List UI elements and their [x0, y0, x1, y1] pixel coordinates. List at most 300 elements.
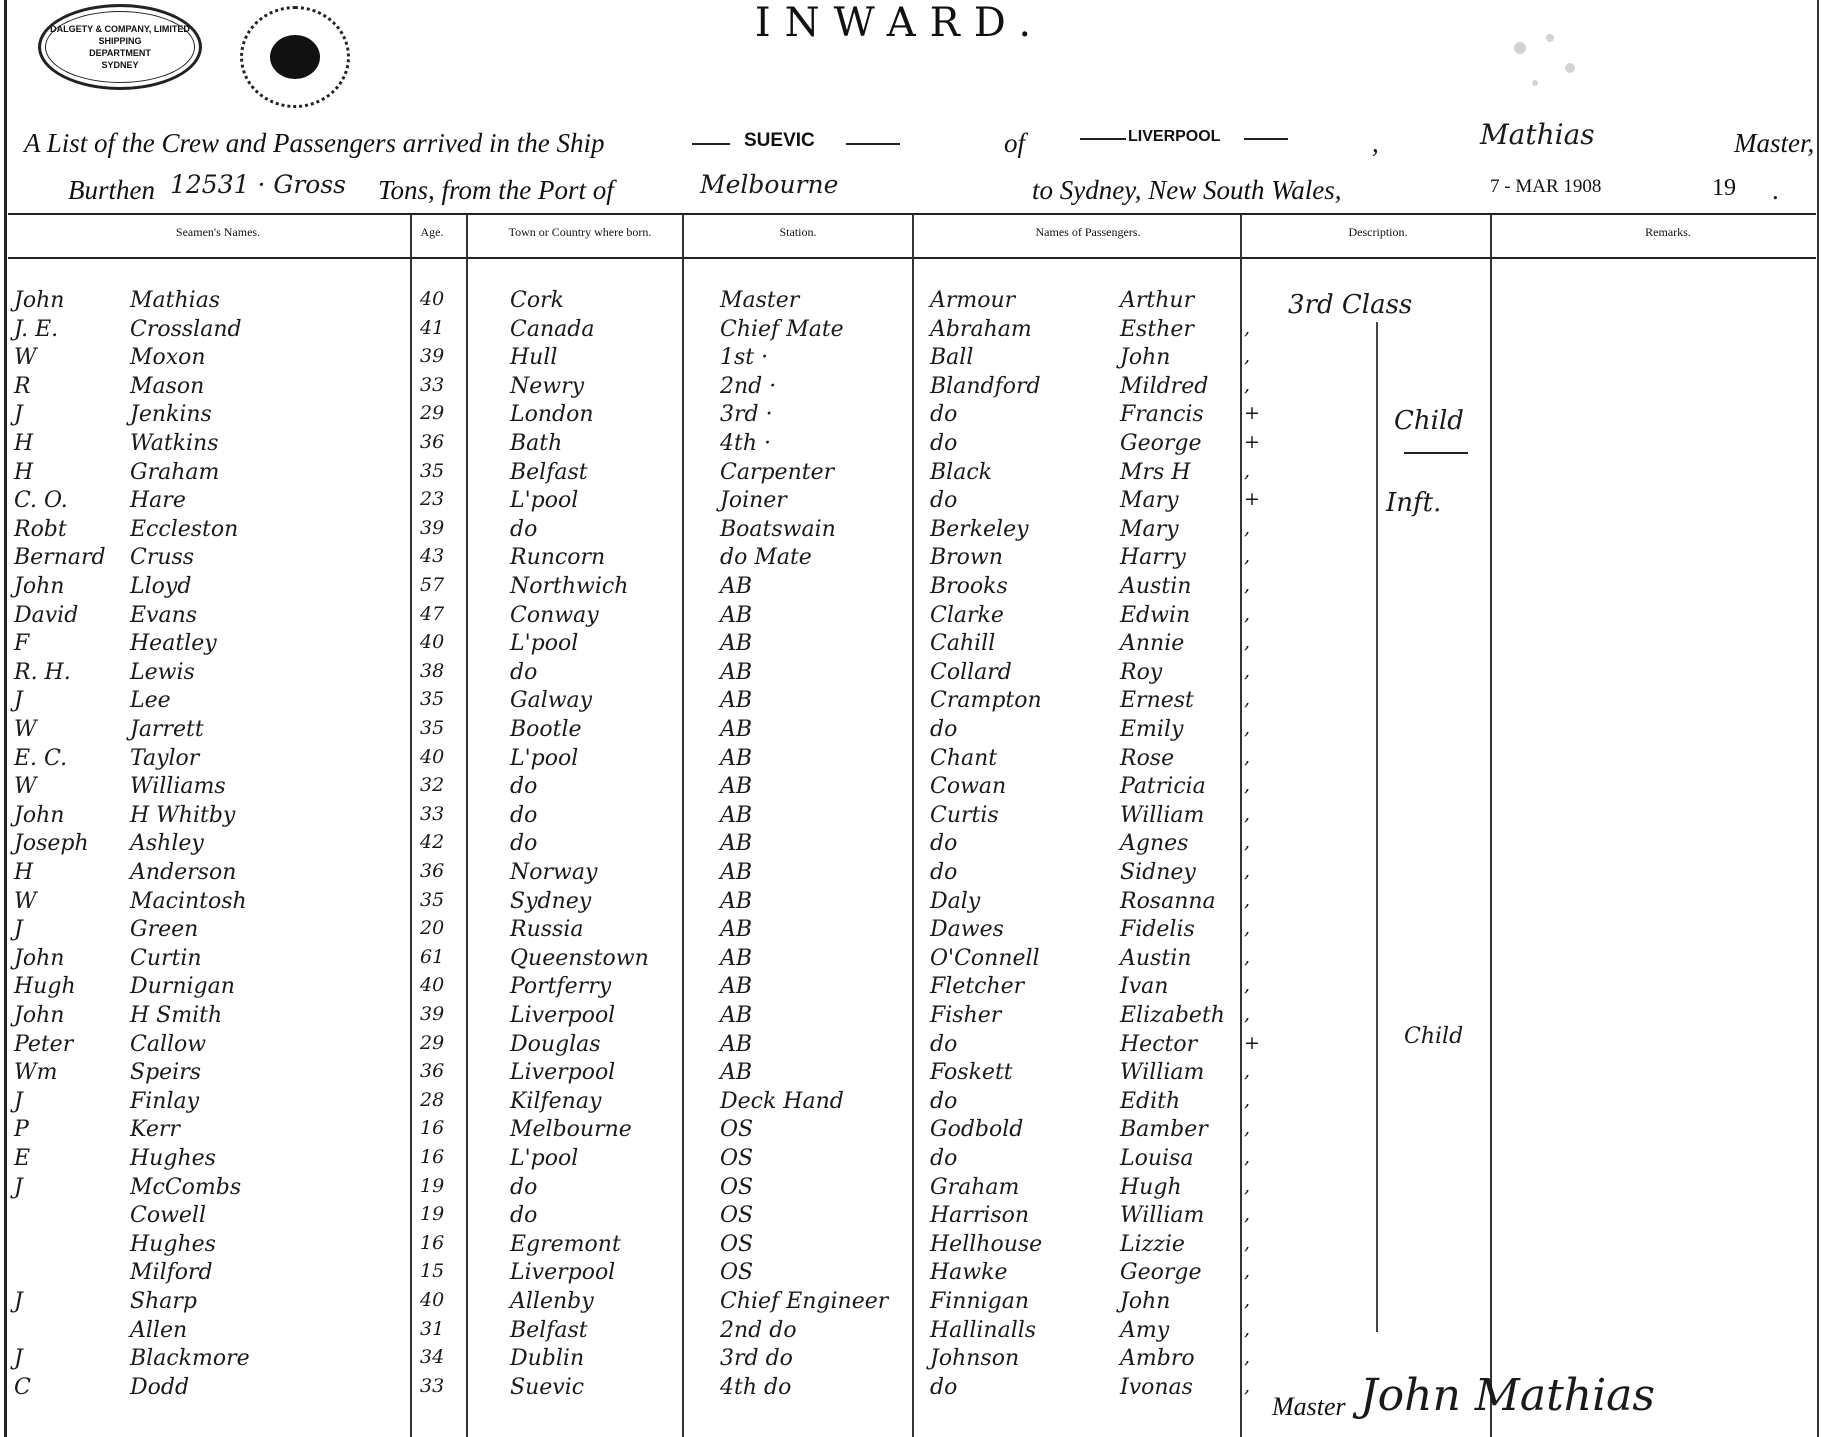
- cell-p-first: William: [1120, 802, 1205, 828]
- cell-p-last: Dawes: [930, 917, 1004, 943]
- cell-tick: ,: [1244, 1088, 1251, 1111]
- cell-born: L'pool: [510, 488, 579, 514]
- cell-age: 19: [420, 1174, 445, 1197]
- cell-p-last: Berkeley: [930, 516, 1029, 542]
- cell-p-first: George: [1120, 1260, 1202, 1286]
- cell-tick: +: [1244, 1031, 1260, 1054]
- cell-age: 29: [420, 402, 445, 425]
- table-row: [0, 515, 1821, 544]
- cell-age: 33: [420, 1374, 445, 1397]
- cell-age: 43: [420, 545, 445, 568]
- col-header-age: Age.: [420, 225, 444, 239]
- table-row: [0, 686, 1821, 715]
- cell-last: Green: [130, 917, 199, 943]
- dash-left-ship: [692, 143, 730, 145]
- to-label: to Sydney, New South Wales,: [1032, 175, 1342, 205]
- cell-first: Robt: [14, 516, 67, 542]
- cell-first: Joseph: [14, 831, 89, 857]
- cell-p-last: Blandford: [930, 373, 1041, 399]
- cell-last: Moxon: [130, 345, 206, 371]
- cell-first: F: [14, 631, 30, 657]
- company-stamp: [38, 4, 202, 90]
- cell-first: R: [14, 373, 31, 399]
- cell-p-last: Harrison: [930, 1203, 1030, 1229]
- cell-p-last: do: [930, 1031, 958, 1057]
- cell-station: OS: [720, 1117, 754, 1143]
- cell-age: 31: [420, 1317, 445, 1340]
- cell-last: Anderson: [130, 860, 237, 885]
- cell-age: 34: [420, 1346, 445, 1369]
- cell-station: AB: [720, 659, 753, 685]
- master-label: Master,: [1734, 128, 1815, 158]
- cell-first: W: [14, 888, 37, 914]
- cell-p-first: Rose: [1120, 745, 1175, 771]
- cell-first: J: [14, 1346, 23, 1372]
- cell-age: 32: [420, 774, 445, 797]
- cell-age: 15: [420, 1260, 445, 1283]
- cell-last: Lloyd: [130, 574, 192, 599]
- cell-first: John: [14, 802, 65, 828]
- cell-tick: ,: [1244, 717, 1251, 739]
- cell-born: Kilfenay: [510, 1088, 602, 1114]
- cell-age: 39: [420, 345, 445, 368]
- cell-first: Wm: [14, 1060, 58, 1086]
- col-header-seamen: Seamen's Names.: [175, 225, 261, 239]
- cell-tick: ,: [1244, 1317, 1251, 1340]
- cell-p-last: Cowan: [930, 774, 1007, 800]
- cell-born: Melbourne: [510, 1117, 632, 1143]
- cell-born: Hull: [510, 345, 558, 371]
- cell-tick: ,: [1244, 917, 1251, 940]
- cell-p-last: Abraham: [930, 316, 1032, 342]
- cell-station: OS: [720, 1146, 754, 1171]
- cell-born: do: [510, 659, 538, 685]
- cell-born: Belfast: [510, 1317, 588, 1343]
- cell-last: Curtin: [130, 945, 202, 971]
- cell-p-last: Armour: [930, 288, 1016, 313]
- table-row: [0, 572, 1821, 601]
- cell-p-first: Hugh: [1120, 1174, 1182, 1200]
- cell-p-first: Agnes: [1120, 831, 1189, 857]
- cell-age: 40: [420, 1289, 445, 1311]
- cell-last: H Whitby: [130, 802, 236, 828]
- table-row: [0, 1115, 1821, 1144]
- cell-tick: +: [1244, 402, 1260, 425]
- cell-p-last: Graham: [930, 1174, 1020, 1200]
- cell-tick: ,: [1244, 631, 1251, 654]
- cell-first: J: [14, 1289, 23, 1314]
- cell-age: 39: [420, 516, 445, 539]
- cell-last: Macintosh: [130, 888, 247, 914]
- cell-age: 40: [420, 288, 445, 310]
- table-row: [0, 372, 1821, 401]
- table-row: [0, 1201, 1821, 1230]
- cell-age: 61: [420, 945, 445, 968]
- cell-p-first: Ambro: [1120, 1346, 1195, 1372]
- cell-last: Lewis: [130, 659, 195, 685]
- cell-born: do: [510, 1203, 538, 1229]
- cell-station: AB: [720, 945, 753, 971]
- cell-p-first: Austin: [1120, 574, 1192, 599]
- cell-born: Egremont: [510, 1231, 621, 1257]
- cell-station: OS: [720, 1231, 754, 1257]
- cell-first: John: [14, 574, 65, 599]
- cell-p-last: O'Connell: [930, 945, 1040, 971]
- cell-last: McCombs: [130, 1174, 242, 1200]
- table-row: [0, 601, 1821, 630]
- col-header-born: Town or Country where born.: [508, 225, 652, 239]
- cell-born: do: [510, 774, 538, 800]
- cell-p-last: Fisher: [930, 1003, 1002, 1028]
- col-header-description: Description.: [1348, 225, 1408, 239]
- cell-born: Galway: [510, 688, 593, 714]
- cell-p-last: do: [930, 831, 958, 857]
- cell-station: AB: [720, 1003, 753, 1028]
- cell-p-last: Foskett: [930, 1060, 1013, 1086]
- cell-tick: +: [1244, 488, 1260, 511]
- cell-p-first: Mary: [1120, 488, 1179, 514]
- tons-label: Tons, from the Port of: [378, 175, 614, 205]
- cell-last: Heatley: [130, 631, 217, 657]
- cell-first: Peter: [14, 1031, 74, 1057]
- cell-p-last: Collard: [930, 659, 1012, 685]
- cell-station: AB: [720, 1031, 753, 1057]
- cell-station: AB: [720, 831, 753, 857]
- cell-born: do: [510, 516, 538, 542]
- cell-last: Mathias: [130, 288, 221, 313]
- cell-first: W: [14, 717, 37, 742]
- class-label: 3rd Class: [1288, 290, 1413, 320]
- cell-p-last: Hawke: [930, 1260, 1008, 1286]
- cell-age: 16: [420, 1117, 445, 1140]
- cell-p-first: Lizzie: [1120, 1231, 1185, 1257]
- cell-tick: ,: [1244, 1346, 1251, 1369]
- table-row: [0, 1316, 1821, 1345]
- cell-station: AB: [720, 602, 753, 628]
- cell-born: Newry: [510, 373, 585, 399]
- cell-born: Douglas: [510, 1031, 601, 1057]
- cell-station: AB: [720, 802, 753, 828]
- cell-station: OS: [720, 1260, 754, 1286]
- cell-age: 40: [420, 745, 445, 768]
- cell-p-first: Austin: [1120, 945, 1192, 971]
- cell-tick: ,: [1244, 1289, 1251, 1311]
- cell-last: Sharp: [130, 1289, 197, 1314]
- table-row: [0, 1173, 1821, 1202]
- stamp-city: SYDNEY: [101, 60, 139, 70]
- cell-p-last: Finnigan: [930, 1289, 1030, 1314]
- cell-last: Evans: [130, 602, 198, 628]
- cell-tick: ,: [1244, 974, 1251, 997]
- cell-tick: ,: [1244, 860, 1251, 882]
- dash-right-ship: [846, 143, 900, 145]
- cell-station: OS: [720, 1203, 754, 1229]
- cell-p-first: William: [1120, 1060, 1205, 1086]
- cell-p-first: Roy: [1120, 659, 1163, 685]
- cell-tick: ,: [1244, 802, 1251, 825]
- cell-first: J: [14, 402, 23, 428]
- cell-age: 36: [420, 431, 445, 453]
- master-signature: John Mathias: [1360, 1370, 1655, 1421]
- table-row: [0, 1144, 1821, 1173]
- table-row: [0, 858, 1821, 887]
- cell-age: 57: [420, 574, 445, 596]
- comma-separator: ,: [1372, 128, 1379, 158]
- cell-first: R. H.: [14, 659, 71, 685]
- cell-p-last: do: [930, 1088, 958, 1114]
- cell-first: H: [14, 431, 34, 456]
- table-row: [0, 1001, 1821, 1030]
- burthen-label: Burthen: [68, 175, 155, 205]
- cell-p-first: John: [1120, 1289, 1171, 1314]
- cell-last: Cowell: [130, 1203, 207, 1229]
- cell-born: Conway: [510, 602, 599, 628]
- table-row: [0, 429, 1821, 458]
- cell-p-first: Mrs H: [1120, 459, 1191, 485]
- child-underline: [1404, 452, 1468, 454]
- cell-born: Norway: [510, 860, 598, 885]
- cell-last: Crossland: [130, 316, 242, 342]
- cell-p-first: Ernest: [1120, 688, 1194, 714]
- cell-born: Russia: [510, 917, 584, 943]
- cell-tick: ,: [1244, 345, 1251, 368]
- cell-station: Chief Mate: [720, 316, 844, 342]
- cell-age: 36: [420, 1060, 445, 1083]
- master-name: Mathias: [1480, 118, 1595, 151]
- dash-right-port: [1244, 138, 1288, 140]
- from-port: Melbourne: [700, 170, 839, 199]
- cell-age: 40: [420, 974, 445, 997]
- cell-p-last: Chant: [930, 745, 998, 771]
- cell-born: Allenby: [510, 1289, 594, 1314]
- cell-born: London: [510, 402, 594, 428]
- cell-born: L'pool: [510, 1146, 579, 1171]
- cell-p-first: Francis: [1120, 402, 1204, 428]
- table-row: [0, 1058, 1821, 1087]
- cell-tick: ,: [1244, 1231, 1251, 1254]
- cell-first: John: [14, 288, 65, 313]
- cell-born: Liverpool: [510, 1260, 616, 1286]
- cell-station: 3rd do: [720, 1346, 793, 1372]
- cell-station: AB: [720, 917, 753, 943]
- cell-last: Callow: [130, 1031, 207, 1057]
- table-row: [0, 1344, 1821, 1373]
- cell-p-last: Black: [930, 459, 992, 485]
- cell-first: John: [14, 945, 65, 971]
- burthen-value: 12531 · Gross: [170, 170, 347, 199]
- cell-p-first: Annie: [1120, 631, 1185, 657]
- cell-first: J: [14, 688, 23, 714]
- cell-last: Taylor: [130, 745, 200, 771]
- cell-station: AB: [720, 974, 753, 1000]
- cell-tick: ,: [1244, 745, 1251, 768]
- cell-station: Joiner: [720, 488, 787, 514]
- cell-last: Speirs: [130, 1060, 202, 1086]
- cell-last: Cruss: [130, 545, 195, 571]
- cell-age: 36: [420, 860, 445, 882]
- cell-station: do Mate: [720, 545, 812, 571]
- col-header-remarks: Remarks.: [1645, 225, 1691, 239]
- cell-tick: ,: [1244, 831, 1251, 854]
- cell-p-first: Patricia: [1120, 774, 1206, 800]
- cell-first: W: [14, 774, 37, 800]
- cell-age: 39: [420, 1003, 445, 1025]
- cell-born: Sydney: [510, 888, 592, 914]
- cell-p-last: Daly: [930, 888, 981, 914]
- cell-station: AB: [720, 888, 753, 914]
- cell-p-last: Fletcher: [930, 974, 1025, 1000]
- table-row: [0, 915, 1821, 944]
- table-row: [0, 1087, 1821, 1116]
- cell-first: C: [14, 1374, 31, 1400]
- cell-born: Bootle: [510, 717, 582, 742]
- cell-last: Jarrett: [130, 717, 204, 742]
- cell-born: Belfast: [510, 459, 588, 485]
- table-row: [0, 829, 1821, 858]
- cell-born: do: [510, 1174, 538, 1200]
- cell-age: 35: [420, 459, 445, 482]
- cell-p-last: do: [930, 402, 958, 428]
- year-suffix: .: [1772, 175, 1779, 205]
- ship-name: SUEVIC: [744, 130, 815, 151]
- table-row: [0, 1287, 1821, 1316]
- cell-first: Bernard: [14, 545, 106, 571]
- cell-first: J: [14, 1174, 23, 1200]
- cell-first: W: [14, 345, 37, 371]
- heading-line1-prefix: A List of the Crew and Passengers arrived in the Ship: [24, 128, 605, 158]
- cell-last: Mason: [130, 373, 205, 399]
- cell-station: AB: [720, 745, 753, 771]
- cell-p-first: Mary: [1120, 516, 1179, 542]
- cell-age: 23: [420, 488, 445, 511]
- cell-last: Dodd: [130, 1374, 190, 1400]
- cell-tick: ,: [1244, 1117, 1251, 1140]
- cell-last: Ashley: [130, 831, 204, 857]
- cell-station: 4th do: [720, 1374, 792, 1400]
- port-of-registry: LIVERPOOL: [1128, 128, 1221, 145]
- cell-tick: ,: [1244, 1260, 1251, 1283]
- cell-first: J: [14, 917, 23, 943]
- cell-first: John: [14, 1003, 65, 1028]
- cell-first: H: [14, 459, 34, 485]
- cell-p-last: Brooks: [930, 574, 1008, 599]
- cell-station: 2nd do: [720, 1317, 797, 1343]
- cell-p-last: do: [930, 488, 958, 514]
- cell-first: E. C.: [14, 745, 68, 771]
- cell-p-first: Sidney: [1120, 860, 1196, 885]
- dash-left-port: [1080, 138, 1126, 140]
- cell-station: Boatswain: [720, 516, 836, 542]
- cell-p-first: Elizabeth: [1120, 1003, 1225, 1028]
- table-row: [0, 400, 1821, 429]
- cell-first: C. O.: [14, 488, 68, 514]
- cell-last: Durnigan: [130, 974, 235, 1000]
- cell-last: Hare: [130, 488, 186, 514]
- col-header-station: Station.: [779, 225, 817, 239]
- table-row: [0, 458, 1821, 487]
- table-row: [0, 744, 1821, 773]
- cell-station: 3rd ·: [720, 402, 773, 428]
- cell-station: AB: [720, 631, 753, 657]
- cell-first: P: [14, 1117, 29, 1143]
- page-title: INWARD.: [754, 0, 1046, 46]
- cell-p-first: Esther: [1120, 316, 1194, 342]
- cell-born: L'pool: [510, 745, 579, 771]
- cell-age: 20: [420, 917, 445, 940]
- cell-p-first: Hector: [1120, 1031, 1198, 1057]
- cell-tick: ,: [1244, 516, 1251, 539]
- cell-age: 28: [420, 1088, 445, 1111]
- cell-p-first: Rosanna: [1120, 888, 1216, 914]
- child-mark-2: Child: [1404, 1024, 1464, 1049]
- cell-p-last: Clarke: [930, 602, 1004, 628]
- cell-p-last: Johnson: [930, 1346, 1020, 1372]
- cell-tick: ,: [1244, 688, 1251, 711]
- table-row: [0, 972, 1821, 1001]
- cell-p-last: do: [930, 1146, 958, 1171]
- cell-station: Master: [720, 288, 800, 313]
- table-row: [0, 772, 1821, 801]
- table-row: [0, 801, 1821, 830]
- cell-age: 40: [420, 631, 445, 654]
- cell-first: J: [14, 1088, 23, 1114]
- cell-age: 41: [420, 316, 445, 339]
- cell-tick: +: [1244, 431, 1260, 453]
- cell-p-last: do: [930, 431, 958, 456]
- stamp-department: DEPARTMENT: [89, 48, 151, 58]
- cell-p-first: John: [1120, 345, 1171, 371]
- cell-p-first: Ivan: [1120, 974, 1169, 1000]
- table-row: [0, 486, 1821, 515]
- cell-tick: ,: [1244, 659, 1251, 682]
- cell-born: Bath: [510, 431, 563, 456]
- cell-station: 4th ·: [720, 431, 771, 456]
- table-row: [0, 658, 1821, 687]
- date-stamp: 7 - MAR 1908: [1490, 176, 1602, 197]
- cell-tick: ,: [1244, 1203, 1251, 1226]
- cell-p-first: Emily: [1120, 717, 1184, 742]
- stamp-shipping: SHIPPING: [98, 36, 142, 46]
- paper-smudge-icon: [1490, 18, 1600, 108]
- cell-last: Williams: [130, 774, 226, 800]
- cell-born: Liverpool: [510, 1003, 616, 1028]
- cell-born: Suevic: [510, 1374, 585, 1400]
- cell-p-first: Bamber: [1120, 1117, 1208, 1143]
- cell-tick: ,: [1244, 373, 1251, 396]
- cell-last: Milford: [130, 1260, 213, 1286]
- cell-p-last: Hallinalls: [930, 1317, 1037, 1343]
- cell-station: 1st ·: [720, 345, 769, 371]
- col-header-passengers: Names of Passengers.: [1035, 225, 1141, 239]
- cell-p-first: Mildred: [1120, 373, 1209, 399]
- cell-first: H: [14, 860, 34, 885]
- cell-age: 35: [420, 888, 445, 911]
- cell-born: Cork: [510, 288, 564, 313]
- cell-first: David: [14, 602, 79, 628]
- table-row: [0, 1230, 1821, 1259]
- cell-last: Allen: [130, 1317, 188, 1343]
- table-row: [0, 543, 1821, 572]
- cell-age: 42: [420, 831, 445, 854]
- cell-tick: ,: [1244, 1174, 1251, 1197]
- cell-age: 29: [420, 1031, 445, 1054]
- cell-age: 33: [420, 373, 445, 396]
- cell-tick: ,: [1244, 574, 1251, 596]
- cell-last: Kerr: [130, 1117, 180, 1143]
- cell-station: Chief Engineer: [720, 1289, 889, 1314]
- cell-p-first: Ivonas: [1120, 1374, 1193, 1400]
- table-row: [0, 286, 1821, 315]
